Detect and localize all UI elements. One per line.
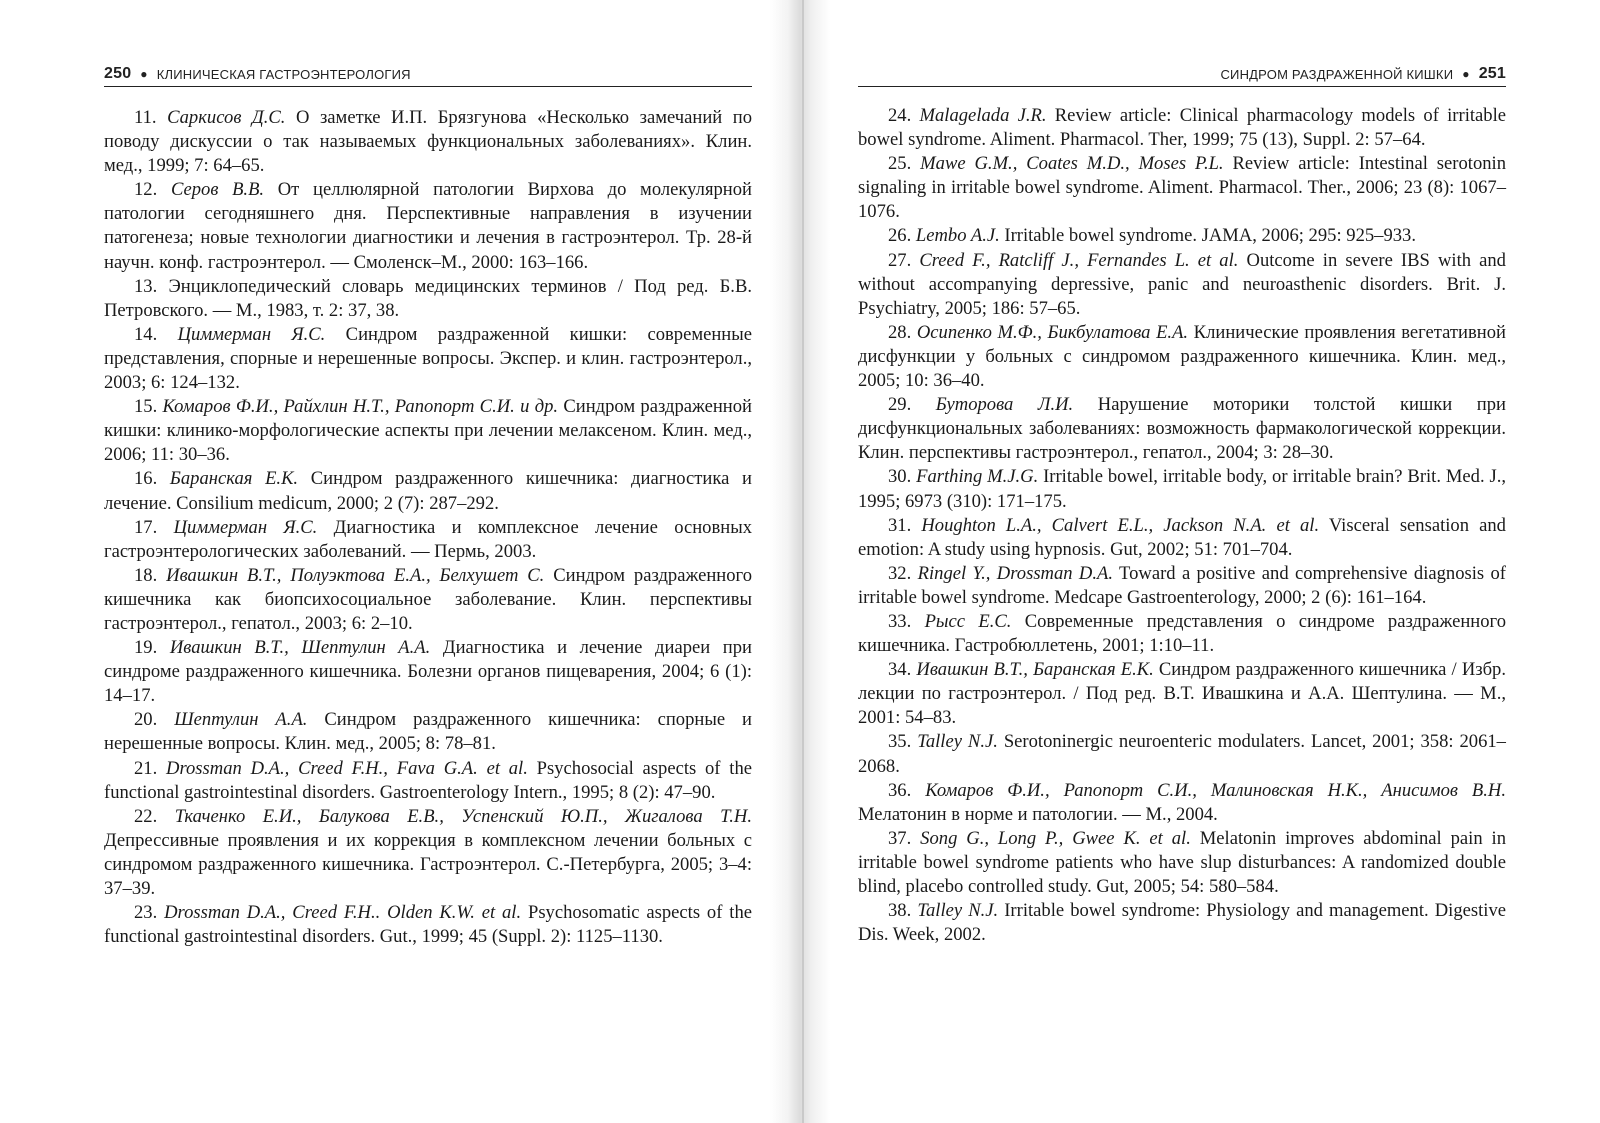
reference-text: Toward a positive and comprehensive diagnosis of irritable bowel syndrome. Medcape Gastroenterology, 2000; 2 (6): 161–164. (858, 562, 1507, 608)
reference-item (858, 610, 1506, 658)
reference-item (858, 224, 1506, 248)
reference-number: 33. (888, 610, 912, 632)
reference-item (858, 249, 1506, 321)
reference-authors: Ткаченко Е.И., Балукова Е.В., Успенский Ю.П., Жигалова Т.Н. (174, 805, 752, 827)
reference-number: 18. (134, 564, 158, 586)
reference-item (858, 514, 1506, 562)
reference-authors: Creed F., Ratcliff J., Fernandes L. et al. (919, 249, 1239, 271)
left-reference-list (104, 106, 752, 949)
reference-authors: Farthing M.J.G. (916, 466, 1039, 488)
reference-text: Диагностика и комплексное лечение основных гастроэнтерологических заболеваний. — Пермь, 2003. (104, 516, 752, 562)
reference-authors: Циммерман Я.С. (177, 323, 326, 345)
reference-item (104, 564, 752, 636)
reference-text: Современные представления о синдроме раздраженного кишечника. Гастробюллетень, 2001; 1:10–11. (858, 610, 1506, 657)
right-page (858, 0, 1506, 1123)
reference-text: Irritable bowel, irritable body, or irritable brain? Brit. Med. J., 1995; 6973 (310): 171–175. (858, 466, 1506, 512)
reference-item (104, 516, 752, 564)
reference-item (104, 275, 752, 323)
reference-item (858, 730, 1506, 778)
right-page-number: 251 (1478, 65, 1506, 82)
reference-item (104, 323, 752, 395)
reference-item (104, 467, 752, 515)
left-running-head: КЛИНИЧЕСКАЯ ГАСТРОЭНТЕРОЛОГИЯ (156, 66, 411, 82)
reference-item (104, 395, 752, 467)
reference-authors: Malagelada J.R. (919, 105, 1047, 126)
header-bullet-icon: ● (1462, 67, 1470, 81)
reference-number: 12. (134, 179, 158, 201)
right-running-head: СИНДРОМ РАЗДРАЖЕННОЙ КИШКИ (1220, 66, 1454, 82)
reference-authors: Lembo A.J. (915, 225, 1000, 247)
reference-item (858, 393, 1506, 465)
reference-authors: Шептулин А.А. (174, 709, 308, 731)
reference-number: 27. (888, 249, 912, 271)
reference-text: Синдром раздраженного кишечника: диагностика и лечение. Consilium medicum, 2000; 2 (7): 287–292. (104, 468, 752, 514)
reference-text: Irritable bowel syndrome: Physiology and management. Digestive Dis. Week, 2002. (858, 900, 1506, 946)
reference-number: 21. (134, 757, 158, 779)
reference-number: 11. (134, 107, 157, 128)
reference-text: Синдром раздраженной кишки: клинико-морфологические аспекты при лечении мелаксеном. Клин. мед., 2006; 11: 30–36. (104, 396, 752, 466)
reference-text: Serotoninergic neuroenteric modulaters. Lancet, 2001; 358: 2061–2068. (858, 731, 1506, 777)
reference-item (104, 106, 752, 178)
reference-authors: Mawe G.M., Coates M.D., Moses P.L. (920, 153, 1224, 175)
reference-text: Синдром раздраженного кишечника / Избр. лекции по гастроэнтерол. / Под ред. В.Т. Ивашкина и А.А. Шептулина. — М., 2001: 54–83. (858, 659, 1507, 729)
reference-number: 29. (888, 394, 912, 416)
reference-item (104, 901, 752, 949)
reference-authors: Ивашкин В.Т., Полуэктова Е.А., Белхушет С. (166, 564, 545, 586)
left-page (104, 0, 752, 1123)
reference-text: От целлюлярной патологии Вирхова до молекулярной патологии сегодняшнего дня. Перспективные направления в изучении патогенеза; новые технологии диагностики и лечения в гастроэнтерол. Тр. 28-й научн. конф. гастроэнтерол. — Смоленск–М., 2000: 163–166. (104, 179, 752, 273)
reference-authors: Talley N.J. (917, 900, 999, 922)
reference-number: 31. (888, 514, 912, 536)
reference-number: 34. (888, 659, 912, 681)
reference-authors: Ивашкин В.Т., Шептулин А.А. (169, 637, 431, 659)
reference-text: Клинические проявления вегетативной дисфункции у больных с синдромом раздраженного кишечника. Клин. мед., 2005; 10: 36–40. (858, 321, 1506, 392)
reference-item (104, 708, 752, 756)
reference-number: 26. (888, 225, 912, 247)
reference-text: Melatonin improves abdominal pain in irritable bowel syndrome patients who have slup disturbances: A randomized double blind, placebo controlled study. Gut, 2005; 54: 580–584. (858, 827, 1506, 897)
reference-authors: Комаров Ф.И., Райхлин Н.Т., Рапопорт С.И. и др. (162, 396, 559, 418)
reference-item (858, 562, 1506, 610)
reference-authors: Рысс Е.С. (924, 610, 1012, 632)
reference-number: 35. (888, 731, 912, 753)
right-reference-list (858, 104, 1506, 947)
reference-text: Диагностика и лечение диареи при синдроме раздраженного кишечника. Болезни органов пищеварения, 2004; 6 (1): 14–17. (104, 637, 752, 707)
reference-text: О заметке И.П. Брязгунова «Несколько замечаний по поводу дискуссии о так называемых функциональных заболеваниях». Клин. мед., 1999; 7: 64–65. (104, 107, 753, 177)
right-running-header (858, 62, 1506, 87)
reference-authors: Ивашкин В.Т., Баранская Е.К. (916, 659, 1154, 681)
reference-text: Нарушение моторики толстой кишки при дисфункциональных заболеваниях: возможность фармакологической коррекции. Клин. перспективы гастроэнтерол., гепатол., 2004; 3: 28–30. (858, 394, 1506, 464)
reference-number: 25. (888, 153, 912, 175)
reference-text: Мелатонин в норме и патологии. — М., 2004. (858, 803, 1218, 825)
reference-number: 20. (134, 709, 158, 731)
reference-authors: Буторова Л.И. (935, 394, 1074, 416)
reference-item (858, 779, 1506, 827)
reference-item (858, 658, 1506, 730)
reference-number: 38. (888, 900, 912, 922)
reference-authors: Ringel Y., Drossman D.A. (917, 562, 1114, 584)
reference-item (858, 465, 1506, 513)
reference-text: Psychosomatic aspects of the functional gastrointestinal disorders. Gut., 1999; 45 (Suppl. 2): 1125–1130. (104, 902, 752, 948)
reference-item (858, 152, 1506, 224)
reference-text: Синдром раздраженного кишечника как биопсихосоциальное заболевание. Клин. перспективы гастроэнтерол., гепатол., 2003; 6: 2–10. (104, 564, 752, 634)
reference-item (104, 178, 752, 274)
reference-number: 16. (134, 468, 158, 490)
reference-item (858, 899, 1506, 947)
reference-number: 37. (888, 827, 912, 849)
reference-item (104, 636, 752, 708)
reference-authors: Баранская Е.К. (169, 468, 299, 490)
reference-item (858, 827, 1506, 899)
reference-authors: Drossman D.A., Creed F.H., Fava G.A. et al. (166, 757, 528, 779)
reference-number: 28. (888, 321, 912, 343)
reference-number: 32. (888, 562, 912, 584)
reference-authors: Серов В.В. (170, 179, 265, 201)
reference-text: Visceral sensation and emotion: A study using hypnosis. Gut, 2002; 51: 701–704. (858, 514, 1506, 560)
reference-text: Энциклопедический словарь медицинских терминов / Под ред. Б.В. Петровского. — М., 1983, т. 2: 37, 38. (104, 275, 752, 321)
reference-text: Review article: Intestinal serotonin signaling in irritable bowel syndrome. Aliment. Pharmacol. Ther., 2006; 23 (8): 1067–1076. (858, 153, 1506, 223)
reference-number: 23. (134, 902, 158, 924)
reference-item (858, 321, 1506, 393)
reference-number: 17. (134, 516, 158, 538)
reference-item (104, 757, 752, 805)
reference-authors: Циммерман Я.С. (173, 516, 318, 538)
reference-text: Синдром раздраженной кишки: современные представления, спорные и нерешенные вопросы. Экспер. и клин. гастроэнтерол., 2003; 6: 124–132. (104, 323, 752, 394)
reference-authors: Drossman D.A., Creed F.H.. Olden K.W. et al. (164, 902, 522, 924)
book-gutter (770, 0, 830, 1123)
gutter-fold (802, 0, 804, 1123)
reference-text: Outcome in severe IBS with and without accompanying depressive, panic and neuroasthenic disorders. Brit. J. Psychiatry, 2005; 186: 57–65. (858, 249, 1506, 319)
reference-authors: Саркисов Д.С. (167, 107, 286, 128)
reference-item (104, 805, 752, 901)
reference-number: 22. (134, 805, 158, 827)
reference-text: Review article: Clinical pharmacology models of irritable bowel syndrome. Aliment. Pharmacol. Ther, 1999; 75 (13), Suppl. 2: 57–64. (858, 105, 1506, 151)
reference-text: Psychosocial aspects of the functional gastrointestinal disorders. Gastroenterology Intern., 1995; 8 (2): 47–90. (104, 757, 752, 803)
reference-number: 36. (888, 779, 912, 801)
reference-number: 13. (134, 275, 158, 297)
reference-number: 30. (888, 466, 912, 488)
reference-authors: Комаров Ф.И., Рапопорт С.И., Малиновская Н.К., Анисимов В.Н. (925, 779, 1506, 801)
reference-item (858, 104, 1506, 152)
left-page-number: 250 (104, 65, 132, 82)
reference-text: Irritable bowel syndrome. JAMA, 2006; 295: 925–933. (999, 225, 1416, 247)
reference-authors: Осипенко М.Ф., Бикбулатова Е.А. (916, 321, 1189, 343)
reference-number: 15. (134, 396, 158, 418)
reference-authors: Talley N.J. (917, 731, 998, 753)
reference-number: 19. (134, 637, 158, 659)
reference-authors: Houghton L.A., Calvert E.L., Jackson N.A. et al. (921, 514, 1320, 536)
reference-number: 24. (888, 105, 912, 126)
reference-number: 14. (134, 323, 158, 345)
reference-text: Синдром раздраженного кишечника: спорные и нерешенные вопросы. Клин. мед., 2005; 8: 78–81. (104, 709, 752, 755)
left-running-header (104, 62, 752, 87)
reference-text: Депрессивные проявления и их коррекция в комплексном лечении больных с синдромом раздраженного кишечника. Гастроэнтерол. С.-Петербурга, 2005; 3–4: 37–39. (104, 829, 752, 899)
header-bullet-icon: ● (140, 67, 148, 81)
reference-authors: Song G., Long P., Gwee K. et al. (920, 827, 1191, 849)
